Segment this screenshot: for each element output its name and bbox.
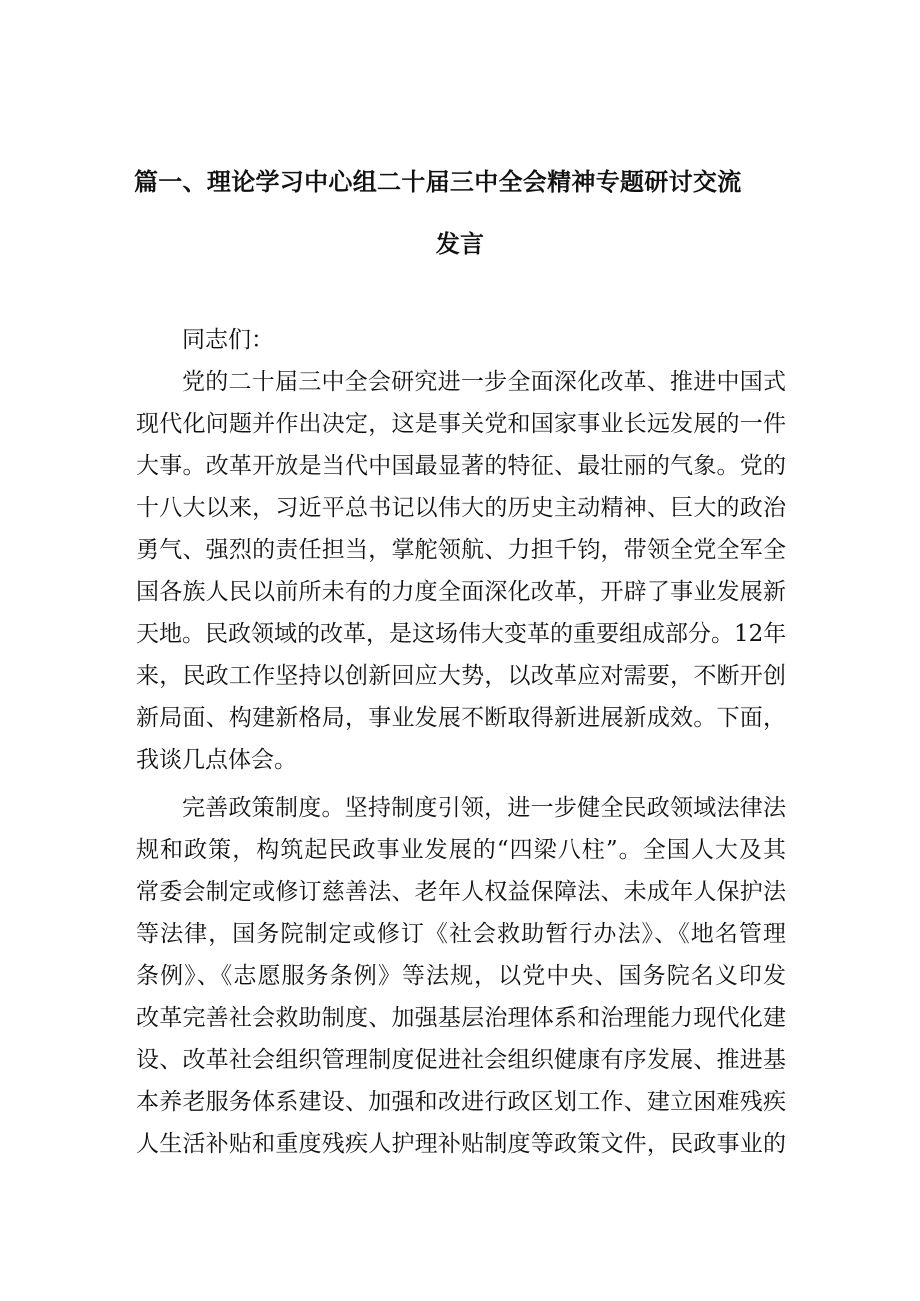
paragraph-line: 改革完善社会救助制度、加强基层治理体系和治理能力现代化建: [136, 1005, 786, 1031]
paragraph-line: 我谈几点体会。: [136, 747, 297, 773]
paragraph-line: 党的二十届三中全会研究进一步全面深化改革、推进中国式: [182, 369, 786, 395]
document-title-line-1: 篇一、理论学习中心组二十届三中全会精神专题研讨交流: [134, 168, 742, 196]
paragraph-line: 现代化问题并作出决定，这是事关党和国家事业长远发展的一件: [136, 411, 786, 437]
paragraph-line: 勇气、强烈的责任担当，掌舵领航、力担千钧，带领全党全军全: [136, 537, 786, 563]
paragraph-line: 天地。民政领域的改革，是这场伟大变革的重要组成部分。12年: [136, 621, 787, 647]
paragraph-line: 条例》、《志愿服务条例》等法规，以党中央、国务院名义印发: [136, 963, 786, 989]
paragraph-line: 等法律，国务院制定或修订《社会救助暂行办法》、《地名管理: [136, 921, 786, 947]
paragraph-line: 完善政策制度。坚持制度引领，进一步健全民政领域法律法: [182, 795, 786, 821]
document-title-line-2: 发言: [435, 230, 485, 258]
salutation: 同志们：: [182, 327, 274, 353]
paragraph-line: 来，民政工作坚持以创新回应大势，以改革应对需要，不断开创: [136, 663, 786, 689]
paragraph-line: 人生活补贴和重度残疾人护理补贴制度等政策文件，民政事业的: [136, 1131, 786, 1157]
paragraph-line: 常委会制定或修订慈善法、老年人权益保障法、未成年人保护法: [136, 879, 786, 905]
paragraph-line: 十八大以来，习近平总书记以伟大的历史主动精神、巨大的政治: [136, 495, 786, 521]
paragraph-line: 设、改革社会组织管理制度促进社会组织健康有序发展、推进基: [136, 1047, 786, 1073]
paragraph-line: 国各族人民以前所未有的力度全面深化改革，开辟了事业发展新: [136, 579, 786, 605]
paragraph-line: 新局面、构建新格局，事业发展不断取得新进展新成效。下面，: [136, 705, 786, 731]
paragraph-line: 大事。改革开放是当代中国最显著的特征、最壮丽的气象。党的: [136, 453, 786, 479]
paragraph-line: 规和政策，构筑起民政事业发展的“四梁八柱”。全国人大及其: [136, 837, 786, 863]
paragraph-line: 本养老服务体系建设、加强和改进行政区划工作、建立困难残疾: [136, 1089, 786, 1115]
